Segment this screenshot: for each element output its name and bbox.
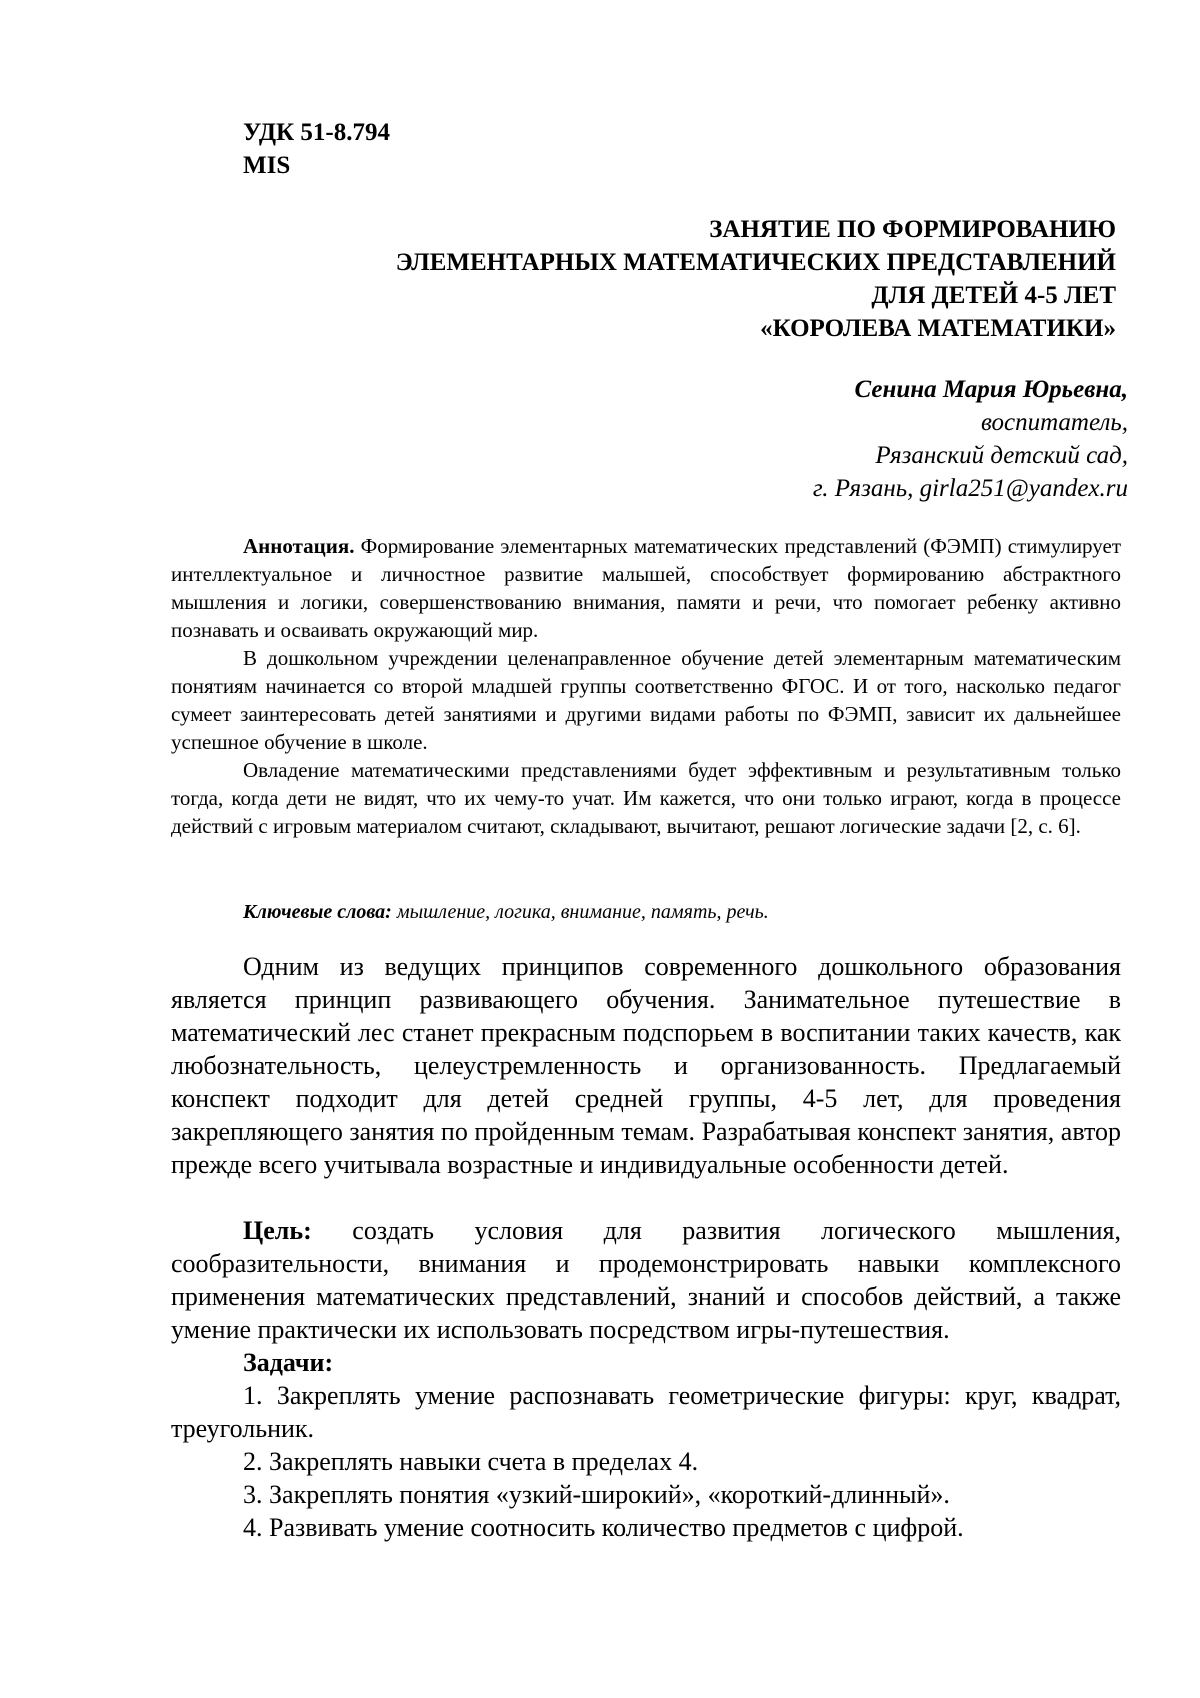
- abstract-paragraph: [171, 532, 1121, 644]
- abstract: [171, 532, 1121, 840]
- task-item: 2. Закреплять навыки счета в пределах 4.: [171, 1445, 1121, 1478]
- task-item: 3. Закреплять понятия «узкий-широкий», «короткий-длинный».: [171, 1478, 1121, 1511]
- abstract-label: Аннотация.: [243, 534, 354, 558]
- abstract-paragraph: В дошкольном учреждении целенаправленное обучение детей элементарным математическим понятиям начинается со второй младшей группы соответственно ФГОС. И от того, насколько педагог сумеет заинтересовать детей занятиями и другими видами работы по ФЭМП, зависит их дальнейшее успешное обучение в школе.: [171, 644, 1121, 756]
- author-name: Сенина Мария Юрьевна,: [428, 373, 1128, 406]
- udk-block: [243, 116, 390, 182]
- abstract-text: Формирование элементарных математических представлений (ФЭМП) стимулирует интеллектуальное и личностное развитие малышей, способствует формированию абстрактного мышления и логики, совершенствованию внимания, памяти и речи, что помогает ребенку активно познавать и осваивать окружающий мир.: [171, 534, 1121, 642]
- author-city-email: г. Рязань, girla251@yandex.ru: [428, 472, 1128, 505]
- title-line: ЭЛЕМЕНТАРНЫХ МАТЕМАТИЧЕСКИХ ПРЕДСТАВЛЕНИЙ: [216, 246, 1116, 279]
- title-line: ЗАНЯТИЕ ПО ФОРМИРОВАНИЮ: [216, 213, 1116, 246]
- title-line: ДЛЯ ДЕТЕЙ 4-5 ЛЕТ: [216, 279, 1116, 312]
- udk-code: УДК 51-8.794: [243, 116, 390, 149]
- author-position: воспитатель,: [428, 406, 1128, 439]
- main-text: [171, 950, 1121, 1544]
- title-line: «КОРОЛЕВА МАТЕМАТИКИ»: [216, 312, 1116, 345]
- goal-label: Цель:: [243, 1216, 312, 1245]
- tasks-label: Задачи:: [243, 1348, 333, 1377]
- tasks-heading: [171, 1346, 1121, 1379]
- task-item: 4. Развивать умение соотносить количество предметов с цифрой.: [171, 1511, 1121, 1544]
- keywords-label: Ключевые слова:: [243, 901, 392, 923]
- article-title: [216, 213, 1116, 345]
- keywords: [243, 898, 769, 926]
- goal-paragraph: [171, 1214, 1121, 1346]
- task-item: 1. Закреплять умение распознавать геометрические фигуры: круг, квадрат, треугольник.: [171, 1379, 1121, 1445]
- abstract-paragraph: Овладение математическими представлениями будет эффективным и результативным только тогда, когда дети не видят, что их чему-то учат. Им кажется, что они только играют, когда в процессе действий с игровым материалом считают, складывают, вычитают, решают логические задачи [2, с. 6].: [171, 756, 1121, 840]
- goal-text: создать условия для развития логического мышления, сообразительности, внимания и продемонстрировать навыки комплексного применения математических представлений, знаний и способов действий, а также умение практически их использовать посредством игры-путешествия.: [171, 1216, 1121, 1344]
- keywords-text: мышление, логика, внимание, память, речь.: [392, 901, 769, 923]
- intro-paragraph: Одним из ведущих принципов современного дошкольного образования является принцип развивающего обучения. Занимательное путешествие в математический лес станет прекрасным подспорьем в воспитании таких качеств, как любознательность, целеустремленность и организованность. Предлагаемый конспект подходит для детей средней группы, 4-5 лет, для проведения закрепляющего занятия по пройденным темам. Разрабатывая конспект занятия, автор прежде всего учитывала возрастные и индивидуальные особенности детей.: [171, 950, 1121, 1181]
- author-organization: Рязанский детский сад,: [428, 439, 1128, 472]
- document-page: [0, 0, 1200, 1698]
- mis-code: MIS: [243, 149, 390, 182]
- author-block: [428, 373, 1128, 505]
